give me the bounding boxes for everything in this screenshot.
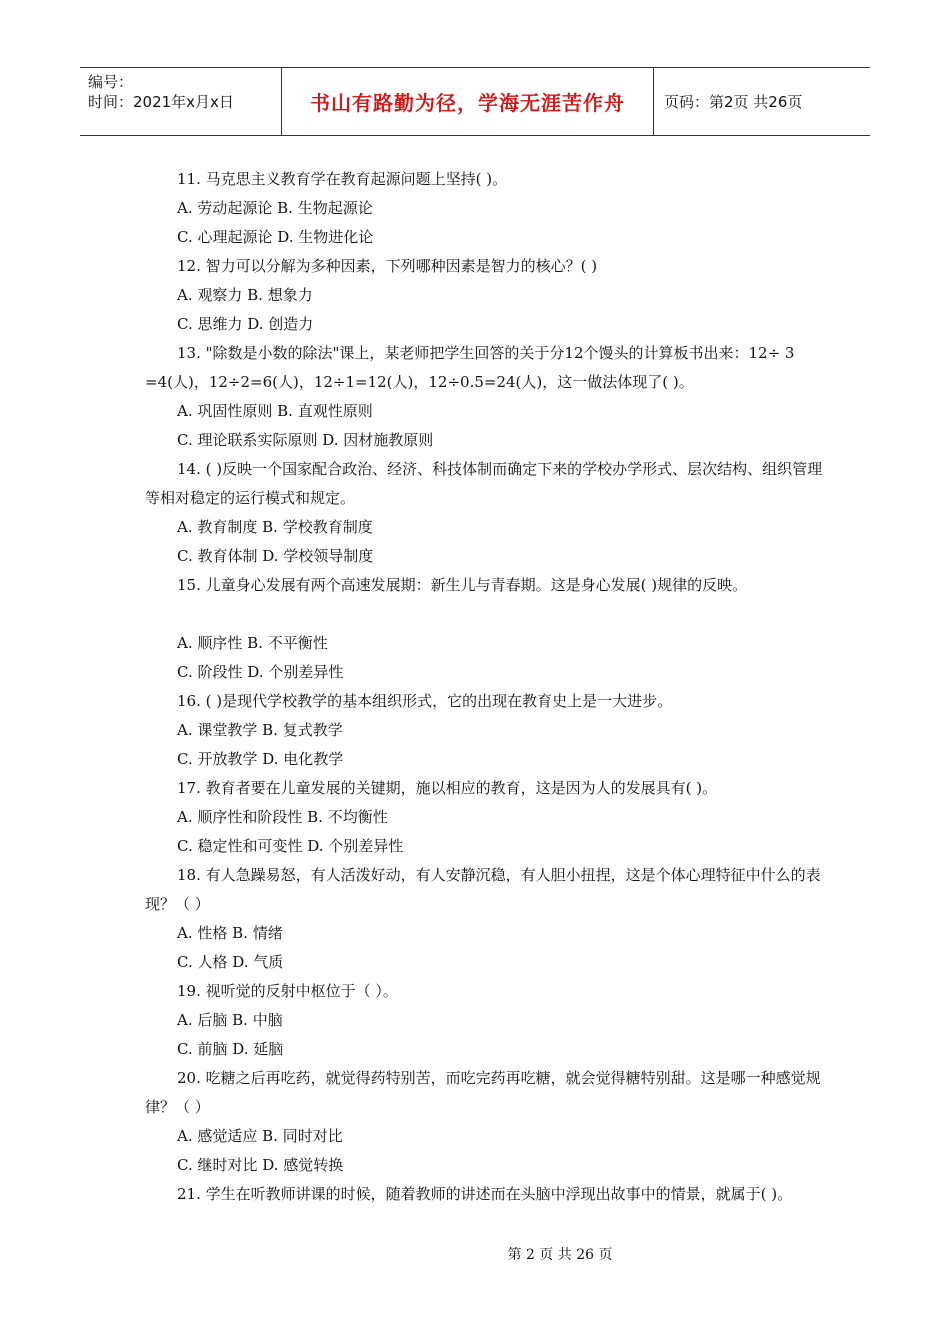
question-options: A. 观察力 B. 想象力 [177, 286, 313, 304]
question-options: A. 巩固性原则 B. 直观性原则 [177, 402, 373, 420]
header-motto: 书山有路勤为径，学海无涯苦作舟 [282, 68, 654, 135]
question-options: C. 心理起源论 D. 生物进化论 [177, 228, 374, 246]
question-options: C. 稳定性和可变性 D. 个别差异性 [177, 837, 404, 855]
question-options: A. 顺序性和阶段性 B. 不均衡性 [177, 808, 388, 826]
question-options: C. 人格 D. 气质 [177, 953, 284, 971]
header-page-label: 页码：第2页 共26页 [664, 93, 803, 111]
question-options: A. 教育制度 B. 学校教育制度 [177, 518, 373, 536]
blank-line [145, 600, 825, 629]
question-options: C. 阶段性 D. 个别差异性 [177, 663, 344, 681]
question-options: A. 课堂教学 B. 复式教学 [177, 721, 343, 739]
doc-date-label: 时间：2021年x月x日 [88, 93, 234, 111]
question-stem: 13. "除数是小数的除法"课上，某老师把学生回答的关于分12个馒头的计算板书出来：12÷ 3 =4(人)，12÷2=6(人)，12÷1=12(人)，12÷0.5=24(人)，这一做法体现了( )。 [145, 344, 795, 391]
question-options: A. 后脑 B. 中脑 [177, 1011, 283, 1029]
question-options: A. 劳动起源论 B. 生物起源论 [177, 199, 373, 217]
doc-number-label: 编号： [88, 73, 134, 91]
question-options: C. 开放教学 D. 电化教学 [177, 750, 344, 768]
question-stem: 18. 有人急躁易怒，有人活泼好动，有人安静沉稳，有人胆小扭捏，这是个体心理特征中什么的表现？（ ） [145, 866, 821, 913]
question-stem: 15. 儿童身心发展有两个高速发展期：新生儿与青春期。这是身心发展( )规律的反映。 [177, 576, 748, 594]
question-stem: 21. 学生在听教师讲课的时候，随着教师的讲述而在头脑中浮现出故事中的情景，就属于( )。 [177, 1185, 793, 1203]
question-options: A. 顺序性 B. 不平衡性 [177, 634, 328, 652]
question-options: A. 性格 B. 情绪 [177, 924, 283, 942]
question-options: C. 教育体制 D. 学校领导制度 [177, 547, 374, 565]
question-options: C. 理论联系实际原则 D. 因材施教原则 [177, 431, 434, 449]
question-options: A. 感觉适应 B. 同时对比 [177, 1127, 343, 1145]
question-stem: 14. ( )反映一个国家配合政治、经济、科技体制而确定下来的学校办学形式、层次结构、组织管理等相对稳定的运行模式和规定。 [145, 460, 823, 507]
page-footer: 第 2 页 共 26 页 [507, 1247, 613, 1263]
question-options: C. 继时对比 D. 感觉转换 [177, 1156, 344, 1174]
question-stem: 17. 教育者要在儿童发展的关键期，施以相应的教育，这是因为人的发展具有( )。 [177, 779, 718, 797]
header-info [80, 68, 282, 135]
page-header [80, 67, 870, 136]
question-options: C. 前脑 D. 延脑 [177, 1040, 284, 1058]
question-stem: 16. ( )是现代学校教学的基本组织形式，它的出现在教育史上是一大进步。 [177, 692, 673, 710]
question-stem: 19. 视听觉的反射中枢位于（ ）。 [177, 982, 398, 1000]
question-options: C. 思维力 D. 创造力 [177, 315, 314, 333]
question-stem: 20. 吃糖之后再吃药，就觉得药特别苦，而吃完药再吃糖，就会觉得糖特别甜。这是哪一种感觉规律？（ ） [145, 1069, 821, 1116]
question-list [145, 165, 825, 1209]
question-stem: 11. 马克思主义教育学在教育起源问题上坚持( )。 [177, 170, 508, 188]
question-stem: 12. 智力可以分解为多种因素，下列哪种因素是智力的核心？( ) [177, 257, 598, 275]
